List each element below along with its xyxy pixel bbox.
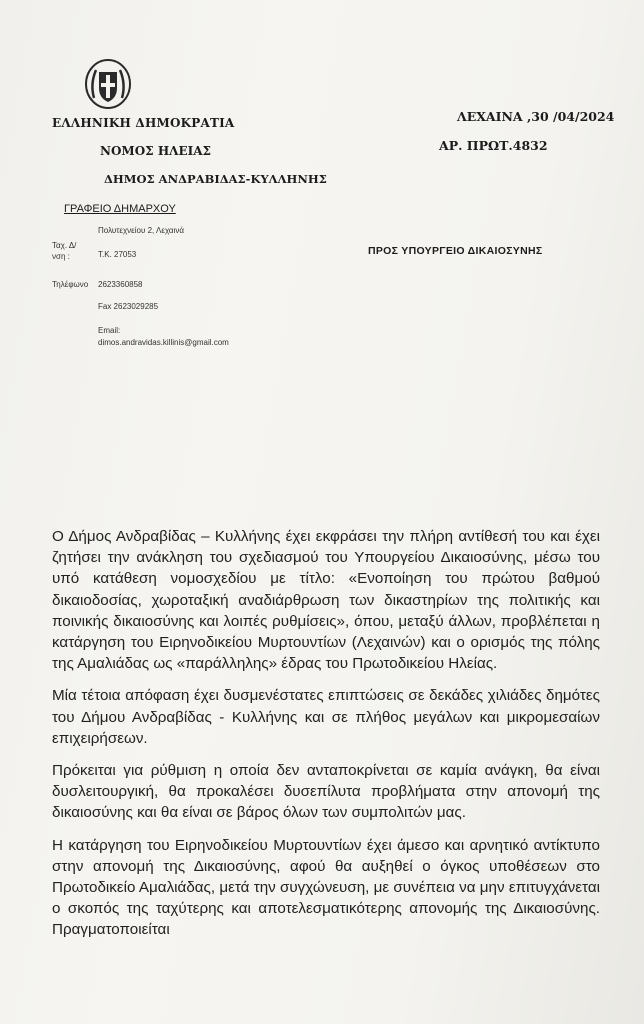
postal-code: Τ.Κ. 27053 — [98, 250, 137, 259]
letter-body — [52, 526, 600, 952]
postal-label: Ταχ. Δ/νση : — [52, 241, 77, 261]
protocol-number: ΑΡ. ΠΡΩΤ.4832 — [439, 138, 548, 153]
body-paragraph: Ο Δήμος Ανδραβίδας – Κυλλήνης έχει εκφράσει την πλήρη αντίθεσή του και έχει ζητήσει την ανάκληση του σχεδιασμού του Υπουργείου Δικαιοσύνης, μέσω του υπό κατάθεση νομοσχεδίου με τίτλο: «Ενοποίηση του πρώτου βαθμού δικαιοδοσίας, χωροταξική αναδιάρθρωση των δικαστηρίων της πολιτικής και ποινικής δικαιοσύνης και λοιπές ρυθμίσεις», όπου, μεταξύ άλλων, προβλέπεται η κατάργηση του Ειρηνοδικείου Μυρτουντίων (Λεχαινών) και ο ορισμός της πόλης της Αμαλιάδας ως «παράλληλης» έδρας του Πρωτοδικείου Ηλείας. — [52, 528, 600, 673]
email-label: Email: — [98, 326, 121, 335]
recipient-line: ΠΡΟΣ ΥΠΟΥΡΓΕΙΟ ΔΙΚΑΙΟΣΥΝΗΣ — [368, 245, 543, 257]
body-paragraph: Μία τέτοια απόφαση έχει δυσμενέστατες επιπτώσεις σε δεκάδες χιλιάδες δημότες του Δήμου Ανδραβίδας - Κυλλήνης και σε πλήθος μεγάλων και μικρομεσαίων επιχειρήσεων. — [52, 687, 600, 747]
email-address: dimos.andravidas.killinis@gmail.com — [98, 338, 229, 347]
phone-number: 2623360858 — [98, 280, 143, 289]
prefecture-heading: ΝΟΜΟΣ ΗΛΕΙΑΣ — [100, 144, 212, 158]
greek-coat-of-arms-icon — [84, 58, 132, 110]
phone-label: Τηλέφωνο — [52, 280, 89, 289]
address-street: Πολυτεχνείου 2, Λεχαινά — [98, 226, 184, 235]
office-title: ΓΡΑΦΕΙΟ ΔΗΜΑΡΧΟΥ — [64, 203, 176, 215]
letter-date: ΛΕΧΑΙΝΑ ,30 /04/2024 — [457, 109, 615, 124]
fax-number: Fax 2623029285 — [98, 302, 159, 311]
body-paragraph: Πρόκειται για ρύθμιση η οποία δεν ανταποκρίνεται σε καμία ανάγκη, θα είναι δυσλειτουργική, θα προκαλέσει δυσεπίλυτα προβλήματα στην απονομή της δικαιοσύνης και θα είναι σε βάρος όλων των συμπολιτών μας. — [52, 762, 600, 822]
municipality-heading: ΔΗΜΟΣ ΑΝΔΡΑΒΙΔΑΣ-ΚΥΛΛΗΝΗΣ — [104, 172, 327, 186]
country-heading: ΕΛΛΗΝΙΚΗ ΔΗΜΟΚΡΑΤΙΑ — [52, 116, 235, 130]
body-paragraph: Η κατάργηση του Ειρηνοδικείου Μυρτουντίων έχει άμεσο και αρνητικό αντίκτυπο στην απονομή της Δικαιοσύνης, αφού θα αυξηθεί ο όγκος υποθέσεων στο Πρωτοδικείο Αμαλιάδας, μετά την συγχώνευση, με συνέπεια να μην επιτυγχάνεται ο σκοπός της ταχύτερης και αποτελεσματικότερης απονομής της Δικαιοσύνης. Πραγματοποιείται — [52, 836, 600, 939]
